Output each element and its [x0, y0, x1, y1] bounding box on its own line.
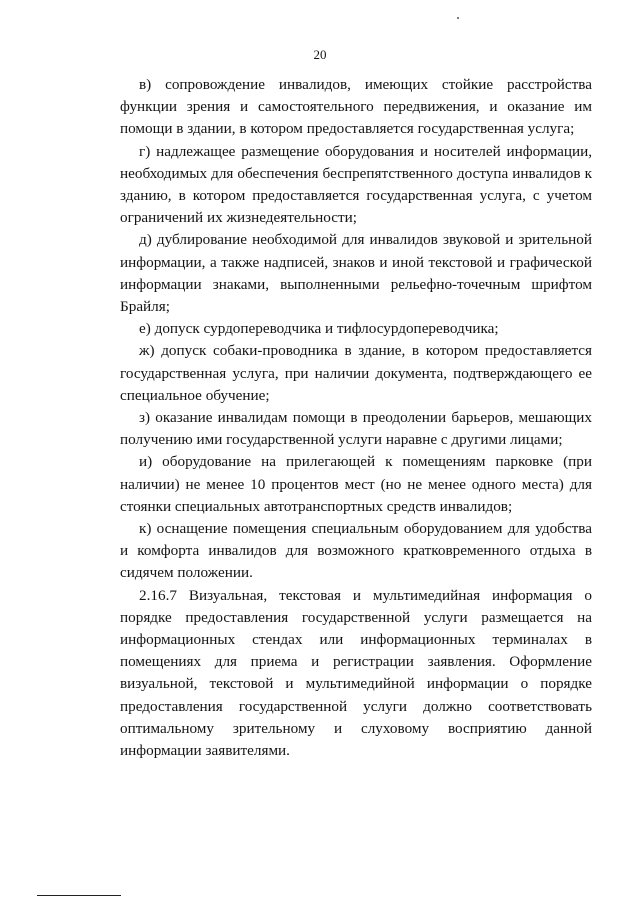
paragraph-v: в) сопровождение инвалидов, имеющих стойкие расстройства функции зрения и самостоятельного передвижения, и оказание им помощи в здании, в котором предоставляется государственная услуга;: [120, 76, 592, 138]
paragraph-g: г) надлежащее размещение оборудования и носителей информации, необходимых для обеспечения беспрепятственного доступа инвалидов к зданию, в котором предоставляется государственная услуга, с учетом ограничений их жизнедеятельности;: [120, 142, 592, 227]
page-number: 20: [313, 47, 327, 62]
paragraph-e: е) допуск сурдопереводчика и тифлосурдопереводчика;: [139, 320, 499, 338]
paragraph-k: к) оснащение помещения специальным оборудованием для удобства и комфорта инвалидов для возможного кратковременного отдыха в сидячем положении.: [120, 520, 592, 582]
paragraph-zh: ж) допуск собаки-проводника в здание, в котором предоставляется государственная услуга, при наличии документа, подтверждающего ее специальное обучение;: [120, 342, 592, 404]
footer-rule: [37, 895, 121, 896]
paragraph-d: д) дублирование необходимой для инвалидов звуковой и зрительной информации, а также надписей, знаков и иной текстовой и графической информации знаками, выполненными рельефно-точечным шрифтом Брайля;: [120, 231, 592, 316]
document-body: [120, 74, 592, 762]
paragraph-2-16-7: 2.16.7 Визуальная, текстовая и мультимедийная информация о порядке предоставления государственной услуги размещается на информационных стендах или информационных терминалах в помещениях для приема и регистрации заявления. Оформление визуальной, текстовой и мультимедийной информации о порядке предоставления государственной услуги должно соответствовать оптимальному зрительному и слуховому восприятию данной информации заявителями.: [120, 586, 592, 760]
scan-artifact-dot: [457, 17, 459, 19]
paragraph-z: з) оказание инвалидам помощи в преодолении барьеров, мешающих получению ими государственной услуги наравне с другими лицами;: [120, 409, 592, 449]
paragraph-i: и) оборудование на прилегающей к помещениям парковке (при наличии) не менее 10 процентов мест (но не менее одного места) для стоянки специальных автотранспортных средств инвалидов;: [120, 453, 592, 515]
